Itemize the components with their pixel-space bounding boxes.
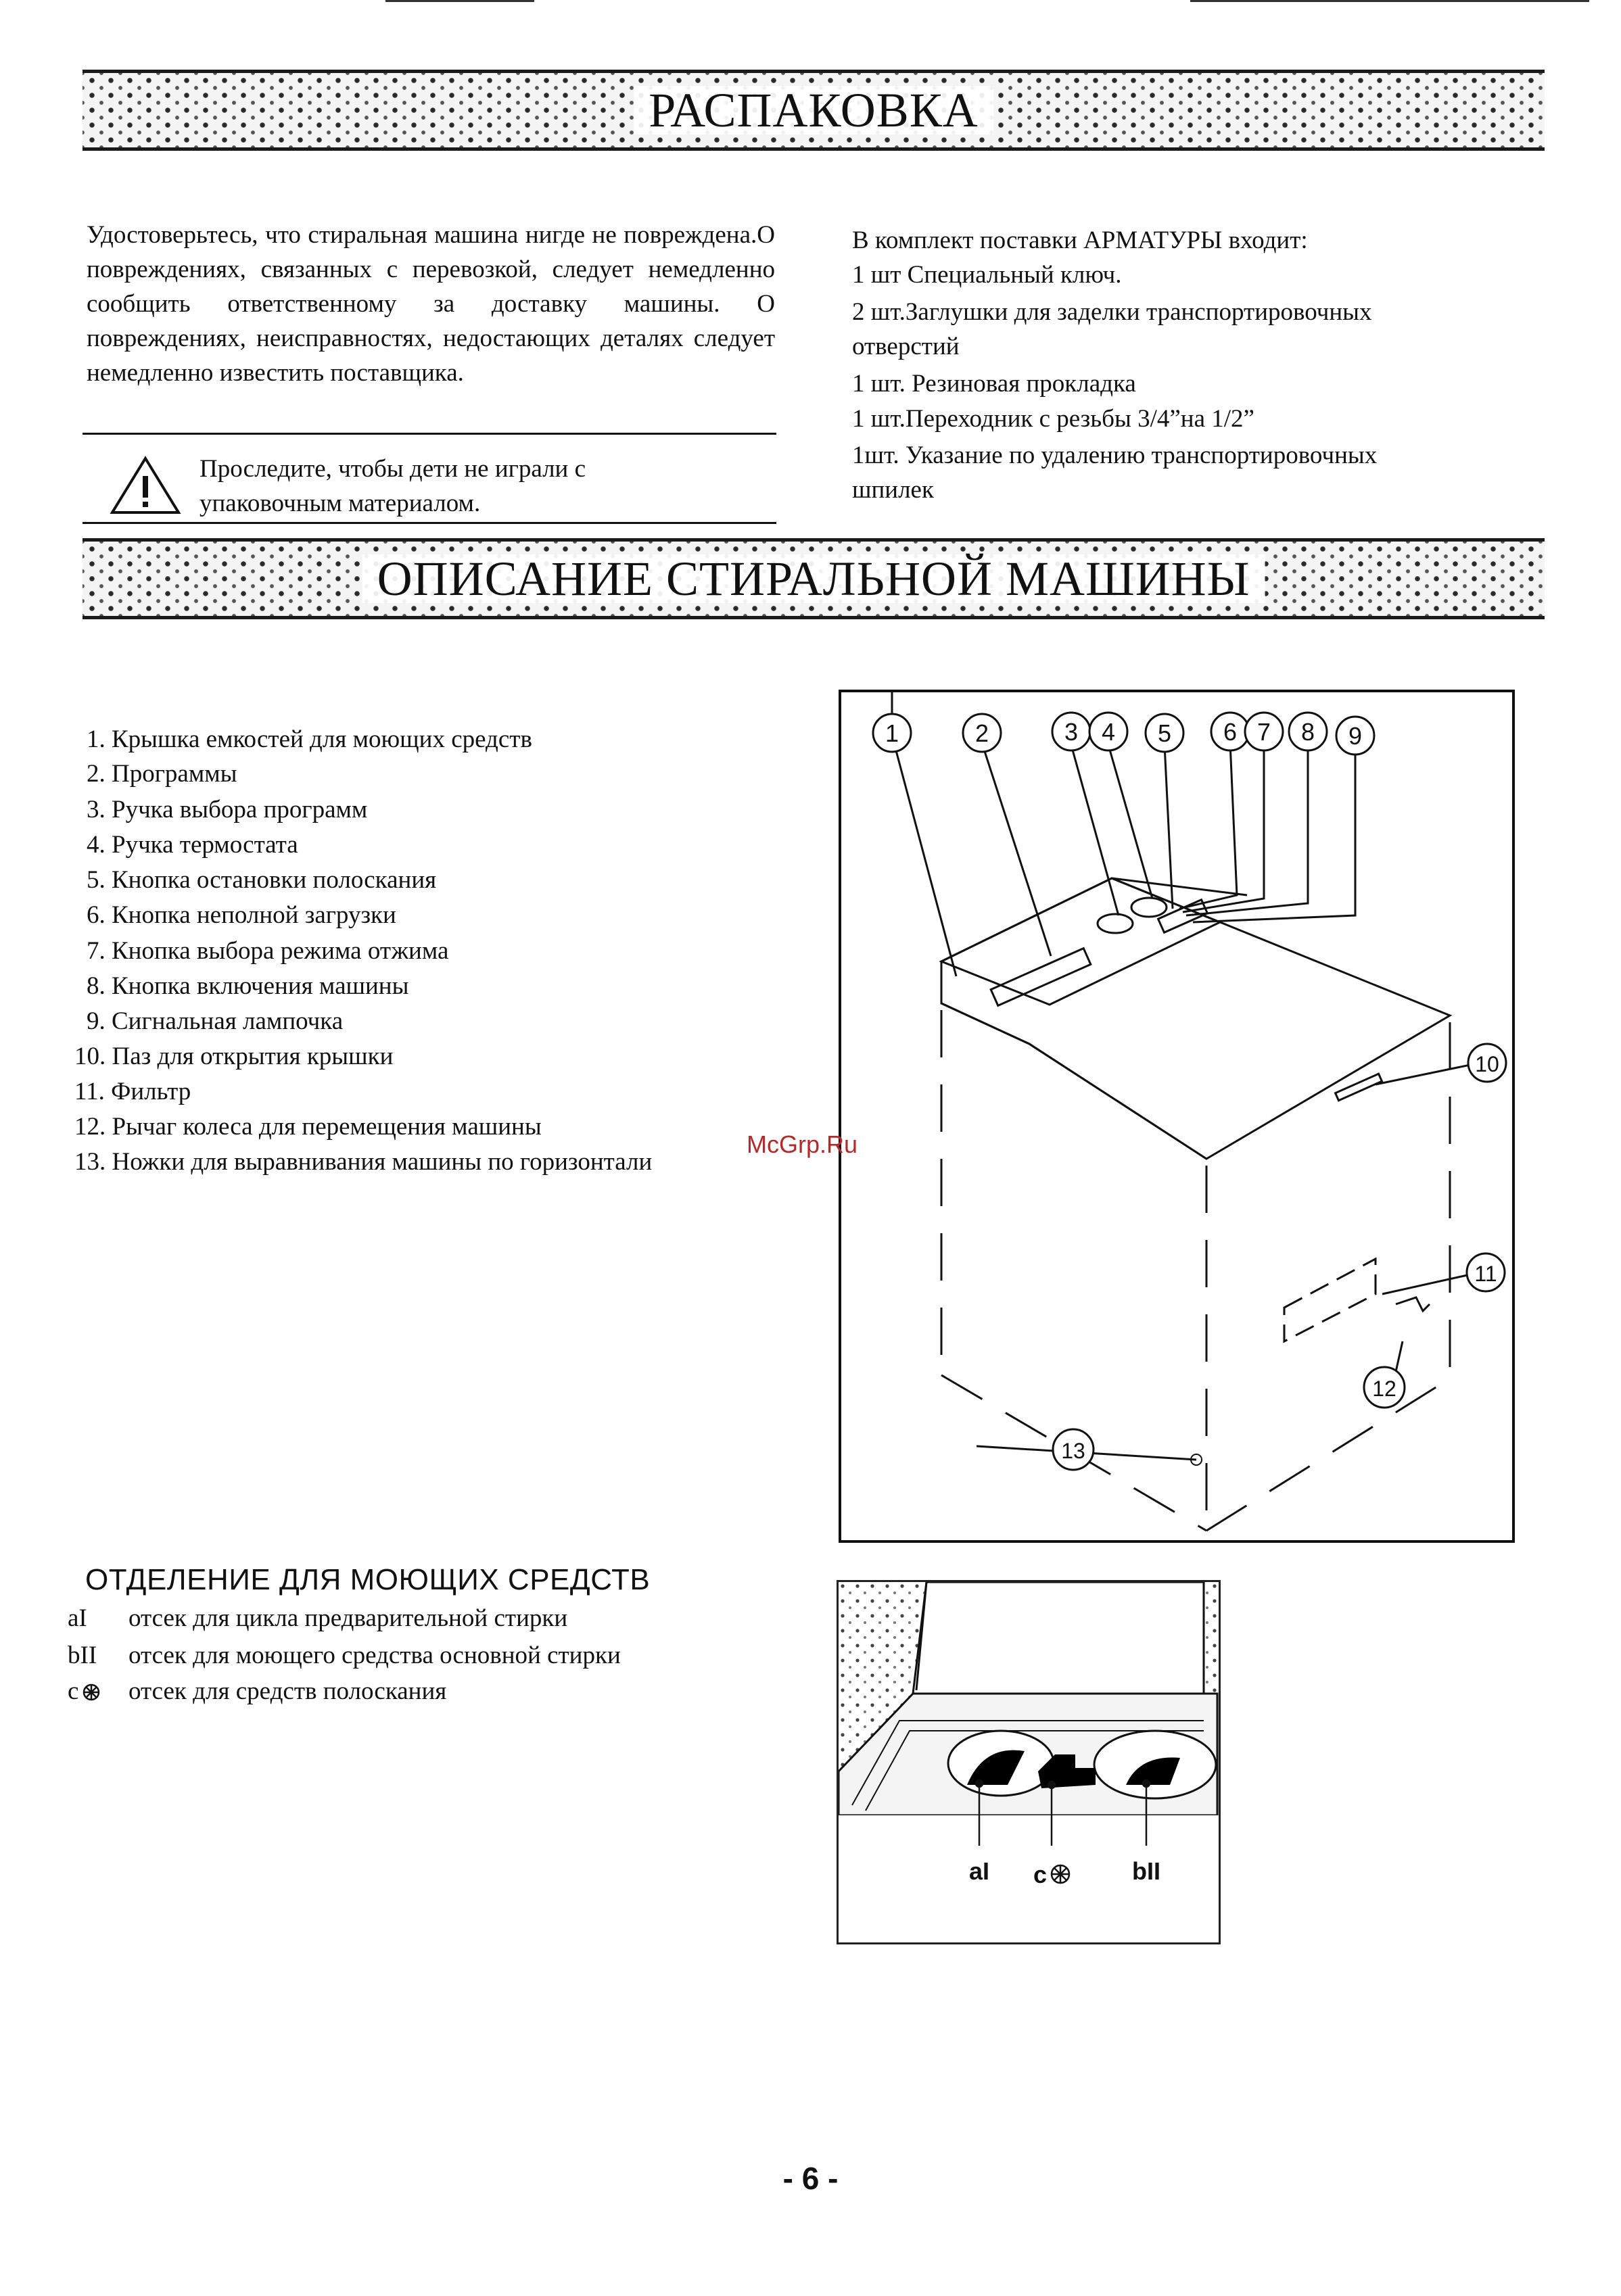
description-banner <box>83 538 1545 619</box>
photo-label-b: bII <box>1132 1857 1160 1885</box>
part-item: 9. Сигнальная лампочка <box>87 1007 344 1035</box>
unpacking-banner <box>83 70 1545 151</box>
drawer-drawing <box>839 1582 1219 1942</box>
part-item: 4. Ручка термостата <box>87 831 298 859</box>
unpacking-paragraph: Удостоверьтесь, что стиральная машина нигде не повреждена.О повреждениях, связанных с перевозкой, следует немедленно сообщить ответственному за доставку машины. О повреждениях, неисправностях, недостающих деталях следует немедленно известить поставщика. <box>87 221 775 387</box>
washing-machine-diagram <box>839 690 1515 1543</box>
accessories-line-5: 1 шт. Резиновая прокладка <box>852 370 1136 398</box>
accessories-line-3: 2 шт.Заглушки для заделки транспортировочных <box>852 298 1372 326</box>
callout-11: 11 <box>1474 1262 1497 1286</box>
photo-label-a: aI <box>968 1857 990 1885</box>
callout-7: 7 <box>1256 718 1271 746</box>
part-item: 2. Программы <box>87 760 237 788</box>
unpacking-title: РАСПАКОВКА <box>634 86 993 135</box>
watermark: McGrp.Ru <box>747 1130 858 1158</box>
photo-label-c: c <box>1033 1861 1048 1888</box>
top-rule-right <box>1190 0 1589 2</box>
warning-line-2: упаковочным материалом. <box>199 489 481 517</box>
callout-9: 9 <box>1348 722 1363 750</box>
accessories-line-6: 1 шт.Переходник с резьбы 3/4”на 1/2” <box>852 405 1254 433</box>
accessories-line-7: 1шт. Указание по удалению транспортировочных <box>852 441 1378 469</box>
part-item: 12. Рычаг колеса для перемещения машины <box>74 1113 542 1141</box>
rinse-flower-icon <box>81 1682 101 1702</box>
accessories-line-1: В комплект поставки АРМАТУРЫ входит: <box>852 226 1308 254</box>
compartment-code: aI <box>68 1604 87 1632</box>
part-item: 7. Кнопка выбора режима отжима <box>87 937 449 965</box>
callout-2: 2 <box>974 719 989 747</box>
page-number: - 6 - <box>782 2161 839 2196</box>
part-item: 6. Кнопка неполной загрузки <box>87 901 396 929</box>
callout-13: 13 <box>1061 1439 1085 1463</box>
detergent-title: ОТДЕЛЕНИЕ ДЛЯ МОЮЩИХ СРЕДСТВ <box>85 1563 651 1596</box>
warning-top-rule <box>83 433 776 435</box>
washing-machine-drawing <box>841 692 1512 1540</box>
callout-1: 1 <box>885 719 899 747</box>
callout-8: 8 <box>1300 718 1315 746</box>
part-item: 13. Ножки для выравнивания машины по горизонтали <box>74 1148 653 1176</box>
callout-5: 5 <box>1157 719 1172 747</box>
part-item: 5. Кнопка остановки полоскания <box>87 866 437 894</box>
accessories-line-4: отверстий <box>852 333 960 360</box>
compartment-text: отсек для средств полоскания <box>128 1677 447 1705</box>
callout-3: 3 <box>1064 718 1079 746</box>
photo-rinse-icon <box>1052 1865 1069 1883</box>
warning-line-1: Проследите, чтобы дети не играли с <box>199 455 586 483</box>
callout-12: 12 <box>1372 1377 1396 1401</box>
callout-4: 4 <box>1101 718 1116 746</box>
detergent-drawer-photo <box>837 1580 1221 1944</box>
callout-10: 10 <box>1475 1052 1499 1076</box>
part-item: 8. Кнопка включения машины <box>87 972 409 1000</box>
warning-triangle-icon <box>108 454 183 517</box>
part-item: 3. Ручка выбора программ <box>87 796 368 823</box>
top-rule-left <box>385 0 534 2</box>
compartment-code: bII <box>68 1642 97 1669</box>
accessories-line-2: 1 шт Специальный ключ. <box>852 261 1122 289</box>
part-item: 1. Крышка емкостей для моющих средств <box>87 725 532 753</box>
compartment-text: отсек для моющего средства основной стирки <box>128 1642 621 1669</box>
compartment-text: отсек для цикла предварительной стирки <box>128 1604 568 1632</box>
description-title: ОПИСАНИЕ СТИРАЛЬНОЙ МАШИНЫ <box>362 554 1265 603</box>
accessories-line-8: шпилек <box>852 476 934 504</box>
callout-6: 6 <box>1223 718 1238 746</box>
warning-bottom-rule <box>83 522 776 524</box>
compartment-code: c <box>68 1677 79 1705</box>
part-item: 10. Паз для открытия крышки <box>74 1043 394 1070</box>
part-item: 11. Фильтр <box>74 1078 191 1105</box>
